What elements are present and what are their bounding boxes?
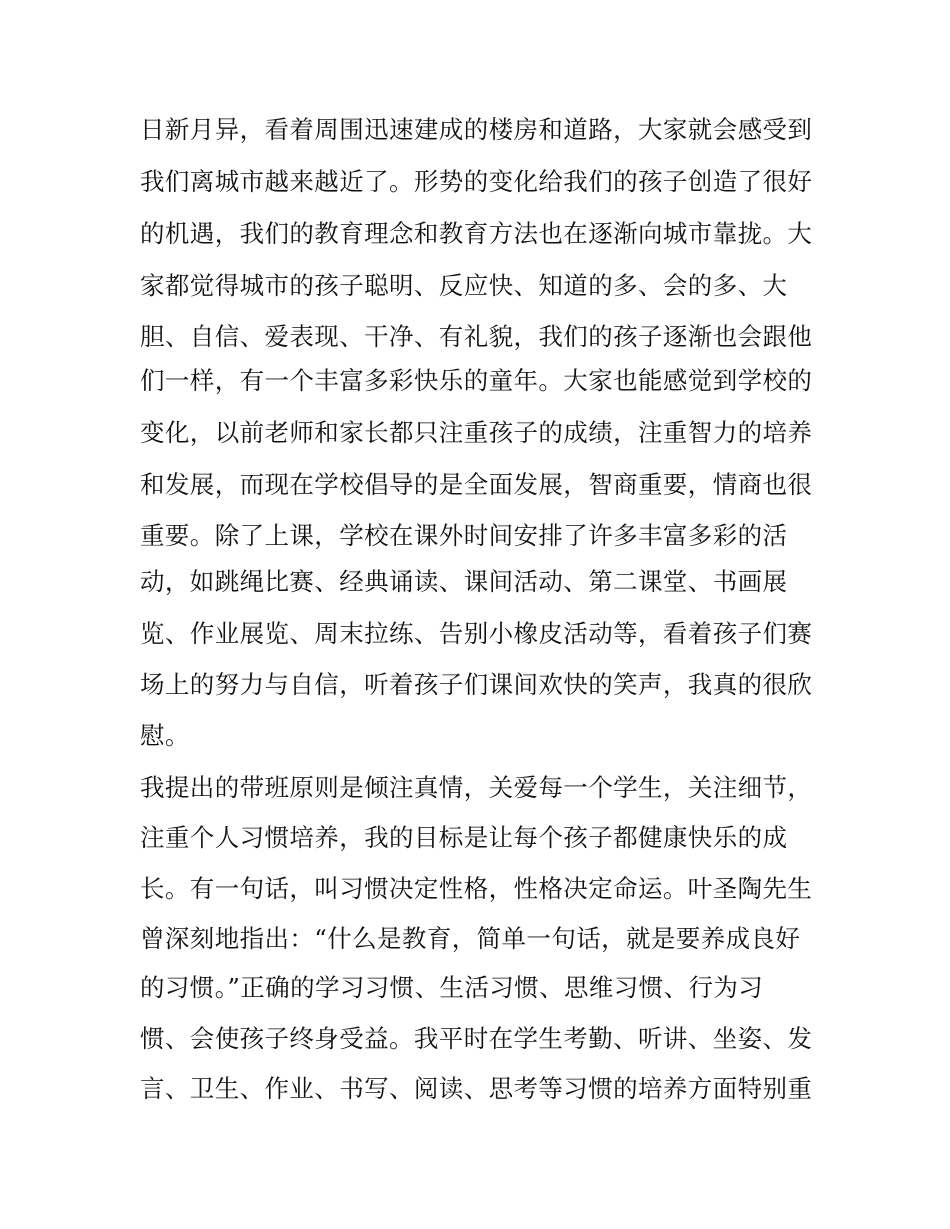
text-line: 言、卫生、作业、书写、阅读、思考等习惯的培养方面特别重 [140,1074,813,1103]
text-line: 我提出的带班原则是倾注真情，关爱每一个学生，关注细节， [140,773,813,802]
text-line: 览、作业展览、周末拉练、告别小橡皮活动等，看着孩子们赛 [140,619,813,648]
text-line: 和发展，而现在学校倡导的是全面发展，智商重要，情商也很 [140,470,813,499]
text-line: 曾深刻地指出：“什么是教育，简单一句话，就是要养成良好 [140,924,801,953]
text-line: 场上的努力与自信，听着孩子们课间欢快的笑声，我真的很欣 [140,670,813,699]
text-line: 们一样，有一个丰富多彩快乐的童年。大家也能感觉到学校的 [140,366,813,395]
text-line: 的习惯。”正确的学习习惯、生活习惯、思维习惯、行为习 [140,973,764,1002]
text-line: 动，如跳绳比赛、经典诵读、课间活动、第二课堂、书画展 [140,567,788,596]
text-line: 家都觉得城市的孩子聪明、反应快、知道的多、会的多、大 [140,271,788,300]
text-line: 胆、自信、爱表现、干净、有礼貌，我们的孩子逐渐也会跟他 [140,322,813,351]
text-line: 慰。 [140,721,190,750]
text-line: 变化，以前老师和家长都只注重孩子的成绩，注重智力的培养 [140,418,813,447]
text-line: 重要。除了上课，学校在课外时间安排了许多丰富多彩的活 [140,521,788,550]
text-line: 我们离城市越来越近了。形势的变化给我们的孩子创造了很好 [140,167,813,196]
text-line: 长。有一句话，叫习惯决定性格，性格决定命运。叶圣陶先生 [140,874,813,903]
text-line: 注重个人习惯培养，我的目标是让每个孩子都健康快乐的成 [140,823,788,852]
text-line: 惯、会使孩子终身受益。我平时在学生考勤、听讲、坐姿、发 [140,1024,813,1053]
text-line: 的机遇，我们的教育理念和教育方法也在逐渐向城市靠拢。大 [140,219,813,248]
text-line: 日新月异，看着周围迅速建成的楼房和道路，大家就会感受到 [140,115,813,144]
